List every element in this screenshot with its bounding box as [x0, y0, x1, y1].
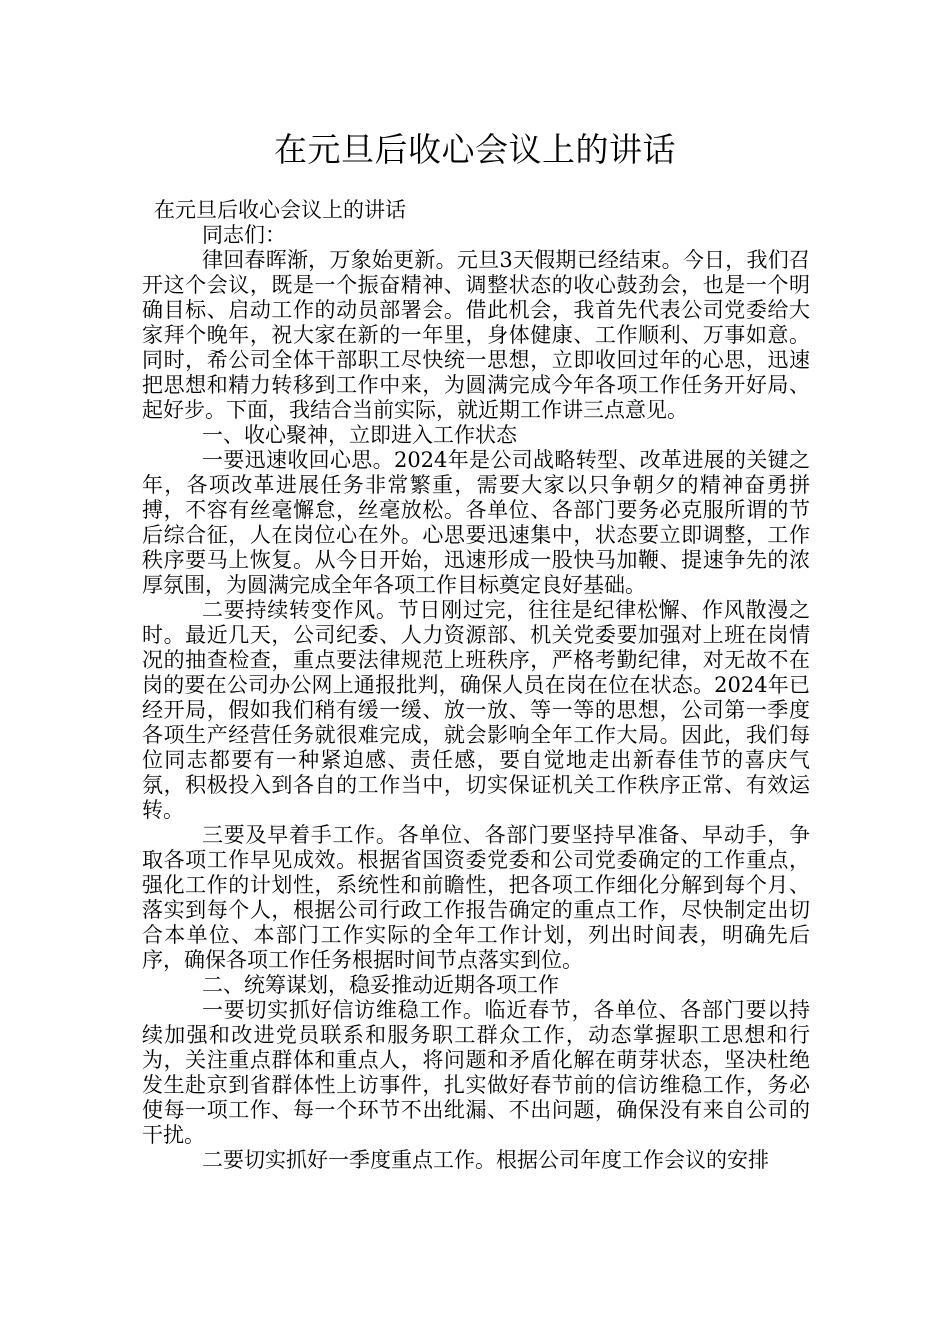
document-subtitle: 在元旦后收心会议上的讲话	[154, 198, 406, 222]
section2-paragraph-2: 二要切实抓好一季度重点工作。根据公司年度工作会议的安排	[202, 1148, 769, 1172]
section2-paragraph-1: 一要切实抓好信访维稳工作。临近春节，各单位、各部门要以持续加强和改进党员联系和服务职工群众工作，动态掌握职工思想和行为，关注重点群体和重点人，将问题和矛盾化解在萌芽状态，坚决杜绝发生赴京到省群体性上访事件，扎实做好春节前的信访维稳工作，务必使每一项工作、每一个环节不出纰漏、不出问题，确保没有来自公司的干扰。	[142, 998, 810, 1147]
intro-paragraph: 律回春晖渐，万象始更新。元旦3天假期已经结束。今日，我们召开这个会议，既是一个振奋精神、调整状态的收心鼓劲会，也是一个明确目标、启动工作的动员部署会。借此机会，我首先代表公司党委给大家拜个晚年，祝大家在新的一年里，身体健康、工作顺利、万事如意。同时，希公司全体干部职工尽快统一思想，立即收回过年的心思，迅速把思想和精力转移到工作中来，为圆满完成今年各项工作任务开好局、起好步。下面，我结合当前实际，就近期工作讲三点意见。	[142, 248, 810, 422]
document-title: 在元旦后收心会议上的讲话	[274, 130, 676, 169]
section-heading-2: 二、统筹谋划，稳妥推动近期各项工作	[202, 973, 559, 997]
document-body	[142, 198, 810, 1173]
section1-paragraph-1: 一要迅速收回心思。2024年是公司战略转型、改革进展的关键之年，各项改革进展任务非常繁重，需要大家以只争朝夕的精神奋勇拼搏，不容有丝毫懈怠，丝毫放松。各单位、各部门要务必克服所谓的节后综合征，人在岗位心在外。心思要迅速集中，状态要立即调整，工作秩序要马上恢复。从今日开始，迅速形成一股快马加鞭、提速争先的浓厚氛围，为圆满完成全年各项工作目标奠定良好基础。	[142, 448, 810, 597]
section1-paragraph-2: 二要持续转变作风。节日刚过完，往往是纪律松懈、作风散漫之时。最近几天，公司纪委、人力资源部、机关党委要加强对上班在岗情况的抽查检查，重点要法律规范上班秩序，严格考勤纪律，对无故不在岗的要在公司办公网上通报批判，确保人员在岗在位在状态。2024年已经开局，假如我们稍有缓一缓、放一放、等一等的思想，公司第一季度各项生产经营任务就很难完成，就会影响全年工作大局。因此，我们每位同志都要有一种紧迫感、责任感，要自觉地走出新春佳节的喜庆气氛，积极投入到各自的工作当中，切实保证机关工作秩序正常、有效运转。	[142, 598, 810, 822]
section-heading-1: 一、收心聚神，立即进入工作状态	[202, 423, 517, 447]
section1-paragraph-3: 三要及早着手工作。各单位、各部门要坚持早准备、早动手，争取各项工作早见成效。根据省国资委党委和公司党委确定的工作重点，强化工作的计划性，系统性和前瞻性，把各项工作细化分解到每个月、落实到每个人，根据公司行政工作报告确定的重点工作，尽快制定出切合本单位、本部门工作实际的全年工作计划，列出时间表，明确先后序，确保各项工作任务根据时间节点落实到位。	[142, 823, 810, 972]
salutation: 同志们：	[202, 223, 286, 247]
